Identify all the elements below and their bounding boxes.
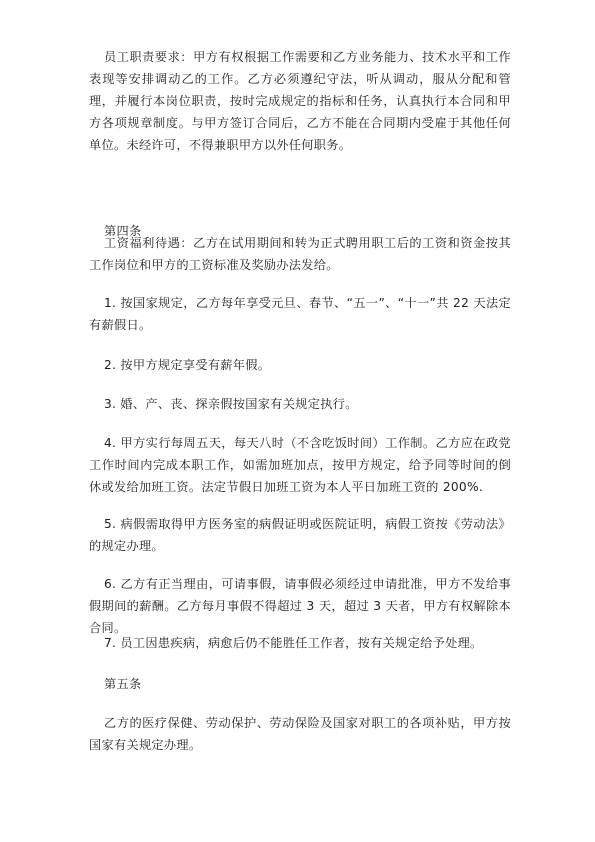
paragraph-benefits: 乙方的医疗保健、劳动保护、劳动保险及国家对职工的各项补贴，甲方按国家有关规定办理。 (89, 716, 511, 752)
list-item-4: 4. 甲方实行每周五天，每天八时（不含吃饭时间）工作制。乙方应在政党工作时间内完成本职工作，如需加班加点，按甲方规定，给予同等时间的倒休或发给加班工资。法定节假日加班工资为本人平日加班工资的 200%. (89, 436, 511, 494)
paragraph-duties: 员工职责要求：甲方有权根据工作需要和乙方业务能力、技术水平和工作表现等安排调动乙的工作。乙方必须遵纪守法，听从调动，服从分配和管理，并履行本岗位职责，按时完成规定的指标和任务，认真执行本合同和甲方各项规章制度。与甲方签订合同后，乙方不能在合同期内受雇于其他任何单位。未经许可，不得兼职甲方以外任何职务。 (89, 50, 511, 152)
list-item-5: 5. 病假需取得甲方医务室的病假证明或医院证明，病假工资按《劳动法》的规定办理。 (89, 517, 511, 553)
list-item-1: 1. 按国家规定，乙方每年享受元旦、春节、“五一”、“十一”共 22 天法定有薪假日。 (89, 296, 511, 332)
article-4-heading: 第四条 (104, 224, 142, 238)
list-item-3: 3. 婚、产、丧、探亲假按国家有关规定执行。 (104, 397, 358, 411)
list-item-7: 7. 员工因患疾病，病愈后仍不能胜任工作者，按有关规定给予处理。 (104, 636, 483, 650)
paragraph-wages: 工资福利待遇：乙方在试用期间和转为正式聘用职工后的工资和资金按其工作岗位和甲方的工资标准及奖励办法发给。 (89, 236, 511, 272)
list-item-6: 6. 乙方有正当理由，可请事假，请事假必须经过申请批准，甲方不发给事假期间的薪酬。乙方每月事假不得超过 3 天，超过 3 天者，甲方有权解除本合同。 (89, 577, 511, 635)
article-5-heading: 第五条 (104, 677, 142, 691)
list-item-2: 2. 按甲方规定享受有薪年假。 (104, 358, 271, 372)
